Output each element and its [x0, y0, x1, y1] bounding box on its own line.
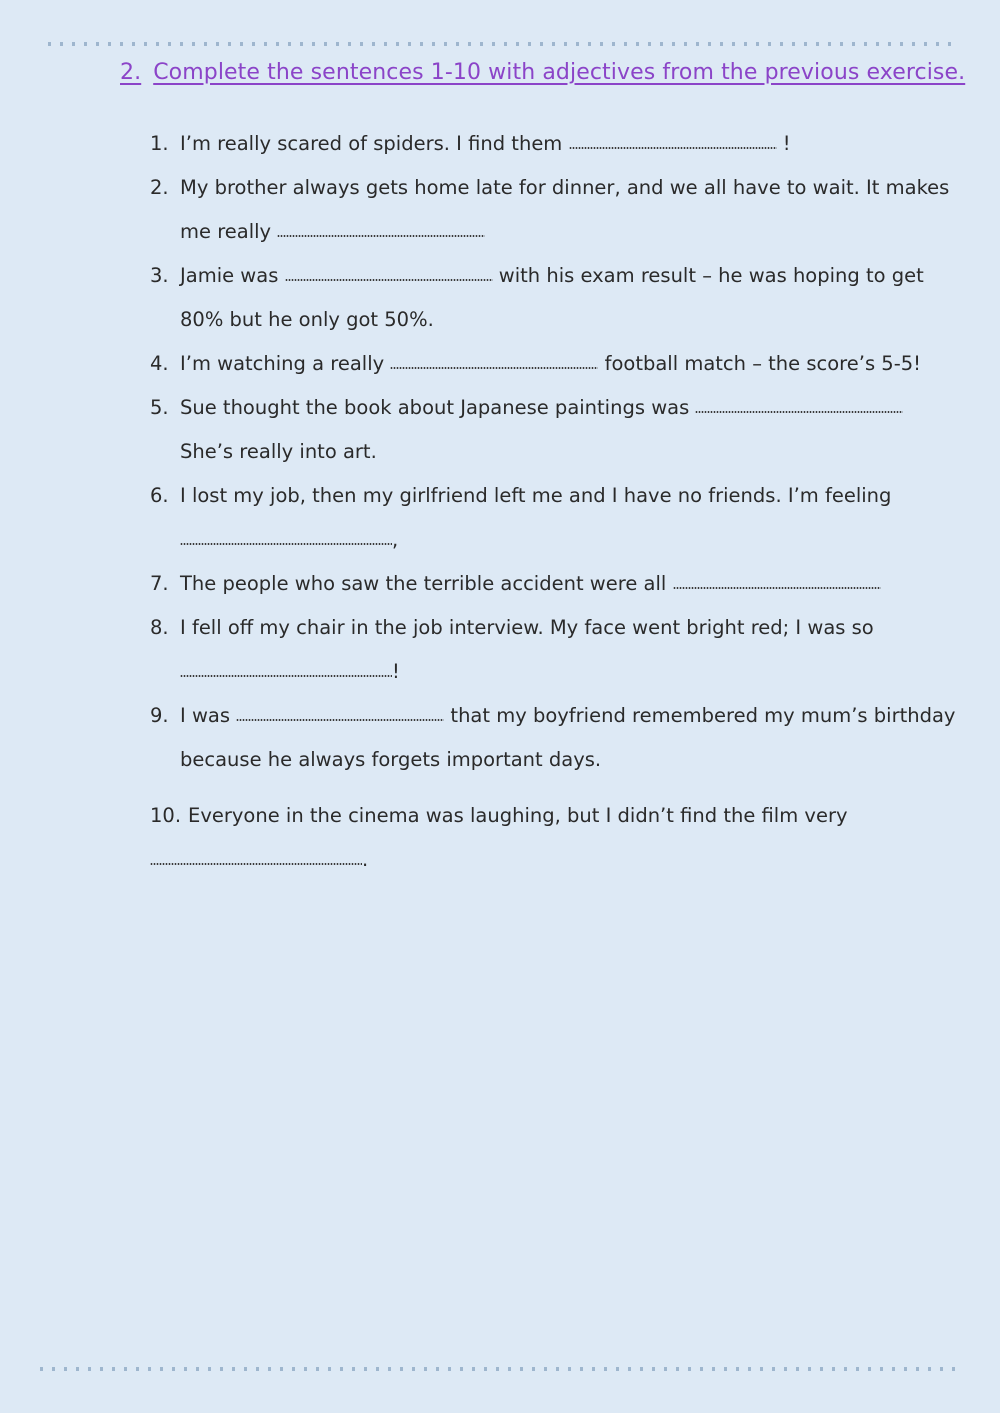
- sentence-3-cont: [150, 298, 950, 342]
- exercise-number: 2.: [120, 60, 142, 85]
- sentence-text: The people who saw the terrible accident were all: [180, 572, 667, 595]
- sentence-text: Jamie was: [180, 264, 279, 287]
- sentence-8-cont: [150, 650, 950, 694]
- sentence-9: [150, 694, 956, 738]
- sentence-text: She’s really into art.: [180, 440, 377, 463]
- answer-blank-5[interactable]: [695, 411, 903, 413]
- sentence-text: I’m really scared of spiders. I find them: [180, 132, 563, 155]
- sentence-7: [150, 562, 950, 606]
- sentence-number: 8.: [150, 616, 169, 639]
- sentence-number: 10.: [150, 804, 182, 827]
- sentence-10-cont: [150, 838, 950, 882]
- sentence-text: me really: [180, 220, 272, 243]
- answer-blank-6[interactable]: [180, 543, 392, 545]
- exercise-heading: [120, 60, 965, 85]
- sentence-number: 6.: [150, 484, 169, 507]
- answer-blank-9[interactable]: [236, 719, 444, 721]
- sentence-text: I was: [180, 704, 231, 727]
- sentence-2: [150, 166, 950, 210]
- answer-blank-1[interactable]: [569, 147, 777, 149]
- sentence-number: 9.: [150, 704, 169, 727]
- dotted-border-top: [48, 42, 956, 46]
- sentence-3: [150, 254, 950, 298]
- answer-blank-2[interactable]: [277, 235, 485, 237]
- sentence-1: [150, 122, 950, 166]
- sentence-9-cont: [150, 738, 950, 782]
- answer-blank-8[interactable]: [180, 675, 392, 677]
- sentence-number: 2.: [150, 176, 169, 199]
- sentence-text: 80% but he only got 50%.: [180, 308, 434, 331]
- sentence-text: !: [392, 660, 400, 683]
- sentence-number: 4.: [150, 352, 169, 375]
- answer-blank-4[interactable]: [390, 367, 598, 369]
- sentence-number: 3.: [150, 264, 169, 287]
- sentence-4: [150, 342, 950, 386]
- sentence-5-cont: [150, 430, 950, 474]
- sentence-text: ,: [392, 528, 399, 551]
- sentence-text: because he always forgets important days.: [180, 748, 602, 771]
- sentence-text: I’m watching a really: [180, 352, 385, 375]
- sentence-6-cont: [150, 518, 950, 562]
- sentence-text: that my boyfriend remembered my mum’s birthday: [450, 704, 956, 727]
- sentence-text: with his exam result – he was hoping to get: [498, 264, 924, 287]
- spacer: [150, 782, 950, 794]
- sentence-number: 7.: [150, 572, 169, 595]
- sentence-number: 1.: [150, 132, 169, 155]
- sentence-text: My brother always gets home late for dinner, and we all have to wait. It makes: [180, 176, 950, 199]
- exercise-instruction: Complete the sentences 1-10 with adjectives from the previous exercise.: [153, 60, 966, 85]
- sentence-2-cont: [150, 210, 950, 254]
- sentence-text: football match – the score’s 5-5!: [604, 352, 921, 375]
- sentence-text: Everyone in the cinema was laughing, but I didn’t find the film very: [188, 804, 848, 827]
- answer-blank-7[interactable]: [673, 587, 881, 589]
- answer-blank-3[interactable]: [285, 279, 493, 281]
- sentence-text: Sue thought the book about Japanese paintings was: [180, 396, 690, 419]
- sentence-text: !: [782, 132, 791, 155]
- answer-blank-10[interactable]: [150, 863, 362, 865]
- sentence-10: [150, 794, 950, 838]
- exercise-list: [150, 122, 956, 882]
- dotted-border-bottom: [40, 1367, 960, 1371]
- sentence-5: [150, 386, 950, 430]
- sentence-6: [150, 474, 950, 518]
- sentence-8: [150, 606, 950, 650]
- sentence-number: 5.: [150, 396, 169, 419]
- sentence-text: .: [362, 848, 369, 871]
- sentence-text: I fell off my chair in the job interview. My face went bright red; I was so: [180, 616, 874, 639]
- sentence-text: I lost my job, then my girlfriend left me and I have no friends. I’m feeling: [180, 484, 892, 507]
